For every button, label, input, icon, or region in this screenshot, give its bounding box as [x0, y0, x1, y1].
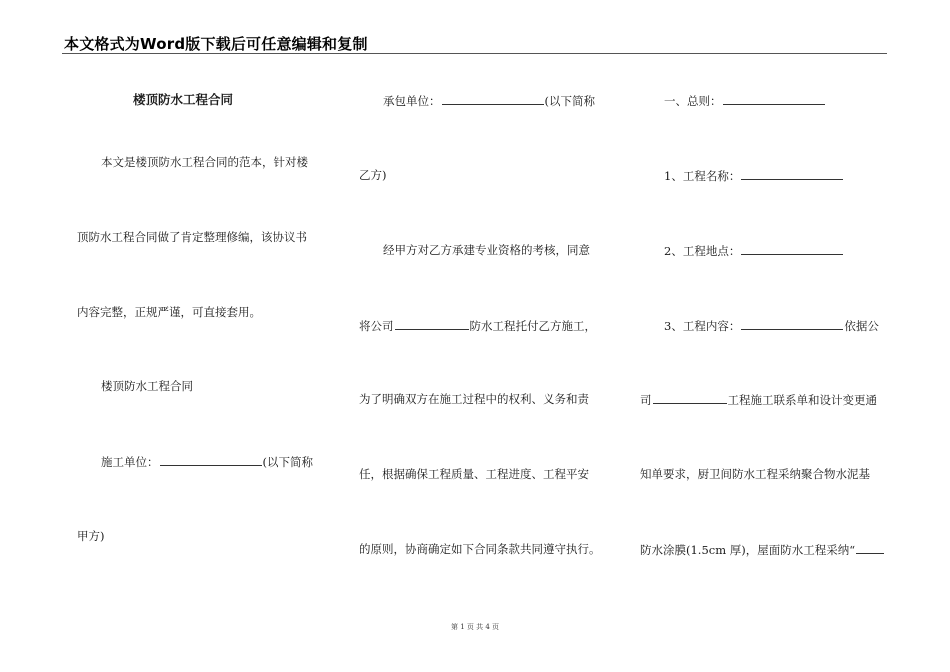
project-content-label: 3、工程内容： [664, 319, 741, 333]
project-name-label: 1、工程名称： [664, 169, 741, 183]
header-divider [62, 53, 887, 54]
construction-unit-suffix: (以下简称 [262, 455, 313, 469]
company-label: 司 [640, 393, 652, 407]
project-location-blank [741, 243, 843, 255]
contractor-unit-blank [442, 93, 544, 105]
content-line-4-text: 防水涂膜(1.5cm 厚)，屋面防水工程采纳“ [640, 543, 856, 557]
content-line-2-text: 工程施工联系单和设计变更通 [727, 393, 877, 407]
project-name-line [664, 168, 844, 183]
content-line-2 [640, 392, 877, 407]
contract-title: 楼顶防水工程合同 [133, 92, 234, 107]
body-line-3: 为了明确双方在施工过程中的权利、义务和责 [359, 392, 589, 406]
body-line-4: 任，根据确保工程质量、工程进度、工程平安 [359, 467, 589, 481]
project-content-suffix: 依据公 [844, 319, 879, 333]
general-section-label: 一、总则： [664, 94, 722, 108]
construction-unit-line [101, 454, 313, 469]
project-name-blank [741, 168, 843, 180]
construction-unit-blank [160, 454, 262, 466]
roof-material-blank [856, 542, 884, 554]
body-line-1: 经甲方对乙方承建专业资格的考核，同意 [383, 243, 590, 257]
general-section-line [664, 93, 826, 108]
contractor-unit-label: 承包单位： [383, 94, 441, 108]
party-b-line: 乙方) [359, 168, 387, 182]
construction-unit-label: 施工单位： [101, 455, 159, 469]
project-content-blank [741, 318, 843, 330]
document-header-title: 本文格式为Word版下载后可任意编辑和复制 [64, 35, 368, 53]
body-line-5: 的原则，协商确定如下合同条款共同遵守执行。 [359, 542, 601, 556]
contractor-unit-suffix: (以下简称 [544, 94, 595, 108]
content-line-4 [640, 542, 885, 557]
intro-line-2: 顶防水工程合同做了肯定整理修编，该协议书 [77, 230, 307, 244]
general-section-blank [723, 93, 825, 105]
party-a-line: 甲方) [77, 529, 105, 543]
project-content-line [664, 318, 879, 333]
body-line-2 [359, 318, 596, 333]
contractor-unit-line [383, 93, 595, 108]
content-line-3: 知单要求，厨卫间防水工程采纳聚合物水泥基 [640, 467, 870, 481]
contract-subtitle: 楼顶防水工程合同 [101, 379, 193, 393]
page-number: 第 1 页 共 4 页 [450, 623, 500, 631]
company-blank [395, 318, 469, 330]
project-location-line [664, 243, 844, 258]
intro-line-3: 内容完整，正规严谨，可直接套用。 [77, 305, 261, 319]
company-name-blank [653, 392, 727, 404]
project-location-label: 2、工程地点： [664, 244, 741, 258]
company-suffix: 防水工程托付乙方施工， [469, 319, 596, 333]
intro-line-1: 本文是楼顶防水工程合同的范本，针对楼 [101, 155, 308, 169]
company-prefix: 将公司 [359, 319, 394, 333]
